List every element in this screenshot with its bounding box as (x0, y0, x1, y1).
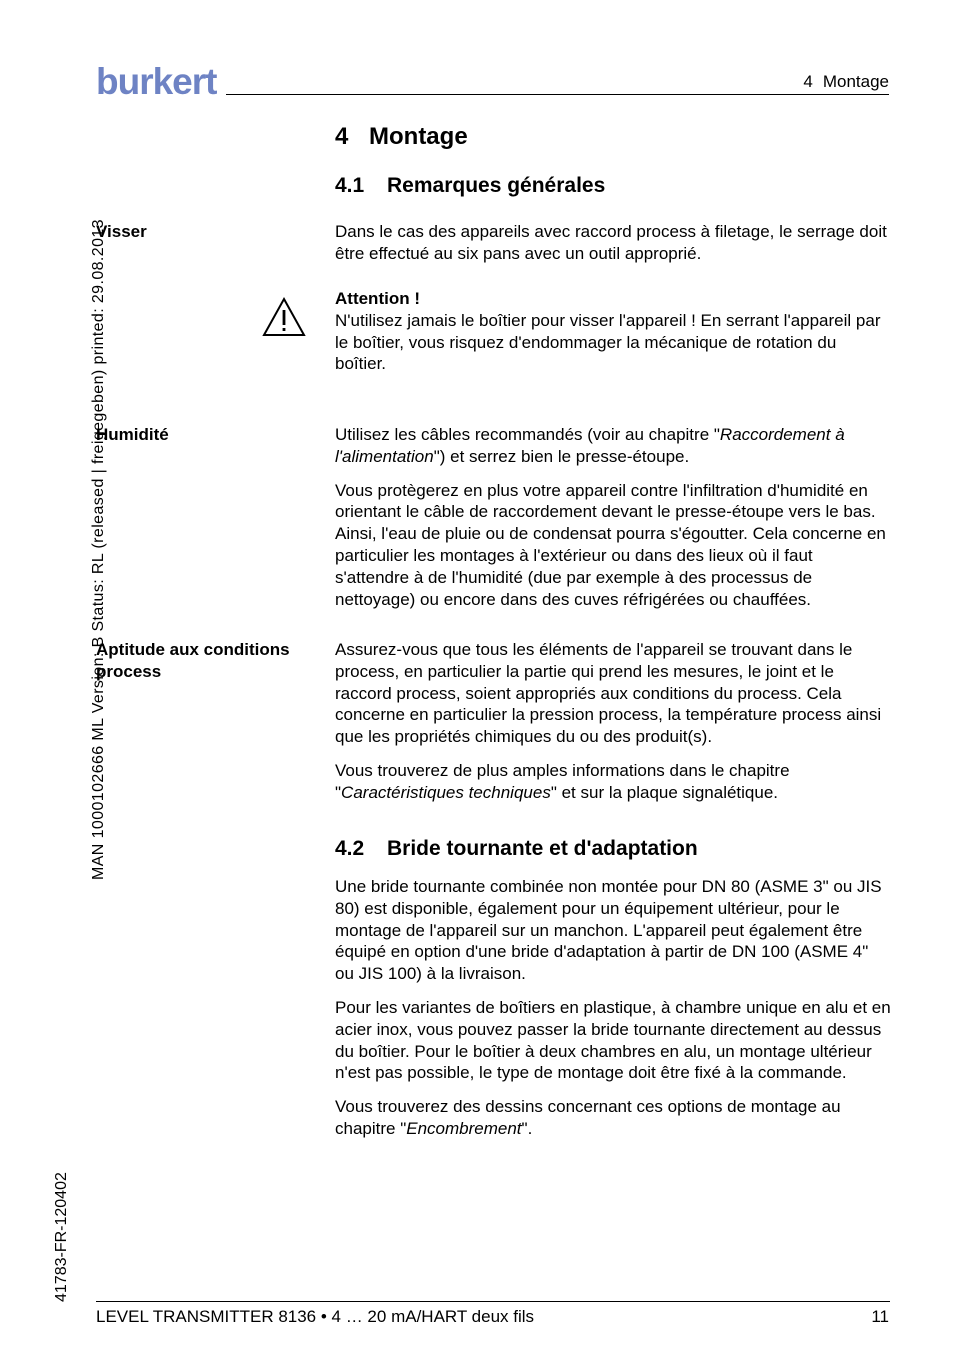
document-status-vertical: MAN 1000102666 ML Version: B Status: RL (released | freigegeben) printed: 29.08.2013 (90, 219, 107, 880)
link-raccordement: Raccordement à l'alimentation (335, 425, 845, 466)
section-4-2-number: 4.2 (335, 837, 365, 860)
footer-product: LEVEL TRANSMITTER 8136 • 4 … 20 mA/HART deux fils (96, 1307, 535, 1326)
section-4-2-title: Bride tournante et d'adaptation (387, 837, 698, 860)
humidite-paragraph-2: Vous protègerez en plus votre appareil contre l'infiltration d'humidité en orientant le câble de raccordement devant le presse-étoupe vers le bas. Ainsi, l'eau de pluie ou de condensat pourra s'égoutter. Cela concerne en particulier les montages à l'extérieur ou dans des lieux où il faut s'attendre à de l'humidité (due par exemple à des processus de nettoyage) ou encore dans des cuves réfrigérées ou chauffées. (335, 480, 886, 609)
attention-paragraph: N'utilisez jamais le boîtier pour visser l'appareil ! En serrant l'appareil par le boîtier, vous risquez d'endommager la mécanique de rotation du boîtier. (335, 310, 881, 374)
header-section-number: 4 (803, 72, 813, 91)
section-4-2-heading (335, 836, 698, 862)
header-section-label (803, 72, 889, 92)
bride-text (335, 876, 891, 1140)
section-4-1-heading (335, 173, 605, 199)
document-code-vertical: 41783-FR-120402 (53, 1172, 70, 1302)
link-encombrement: Encombrement (406, 1118, 522, 1138)
aptitude-label: Aptitude aux conditions process (96, 640, 290, 681)
chapter-heading (335, 122, 468, 152)
chapter-number: 4 (335, 123, 349, 150)
humidite-paragraph-1: Utilisez les câbles recommandés (voir au chapitre "Raccordement à l'alimentation") et serrez bien le presse-étoupe. (335, 425, 845, 466)
humidite-label: Humidité (96, 425, 169, 444)
aptitude-paragraph-2: Vous trouverez de plus amples informations dans le chapitre "Caractéristiques techniques" et sur la plaque signalétique. (335, 760, 790, 802)
attention-title: Attention ! (335, 289, 420, 308)
section-4-1-number: 4.1 (335, 174, 365, 197)
brand-logo: burkert (96, 61, 217, 102)
footer-rule (96, 1301, 890, 1302)
humidite-text (335, 424, 891, 610)
header-section-title: Montage (822, 72, 889, 91)
bride-paragraph-1: Une bride tournante combinée non montée pour DN 80 (ASME 3" ou JIS 80) est disponible, également pour un équipement ultérieur, pour le montage de l'appareil sur un manchon. L'appareil peut également être équipé en option d'une bride d'adaptation à partir de DN 100 (ASME 4" ou JIS 100) à la livraison. (335, 877, 882, 984)
section-4-1-title: Remarques générales (387, 174, 606, 197)
chapter-title: Montage (369, 123, 468, 150)
link-caracteristiques: Caractéristiques techniques (341, 782, 551, 802)
attention-block (335, 288, 891, 375)
warning-triangle-icon (262, 296, 306, 338)
visser-text (335, 221, 891, 265)
aptitude-paragraph-1: Assurez-vous que tous les éléments de l'appareil se trouvant dans le process, en particulier la partie qui prend les mesures, le joint et le raccord process, soient appropriés aux conditions du process. Cela concerne en particulier la pression process, la température process ainsi que les propriétés chimiques du ou des produit(s). (335, 640, 882, 747)
visser-label: Visser (96, 222, 147, 241)
header-rule (226, 94, 889, 95)
bride-paragraph-2: Pour les variantes de boîtiers en plastique, à chambre unique en alu et en acier inox, vous pouvez passer la bride tournante directement au dessus du boîtier. Pour le boîtier à deux chambres en alu, un montage ultérieur n'est pas possible, le type de montage doit être fixé à la commande. (335, 997, 891, 1083)
aptitude-text (335, 639, 891, 804)
visser-paragraph: Dans le cas des appareils avec raccord process à filetage, le serrage doit être effectué au six pans avec un outil approprié. (335, 222, 887, 263)
bride-paragraph-3: Vous trouverez des dessins concernant ces options de montage au chapitre "Encombrement". (335, 1097, 841, 1138)
page-number: 11 (871, 1307, 889, 1326)
